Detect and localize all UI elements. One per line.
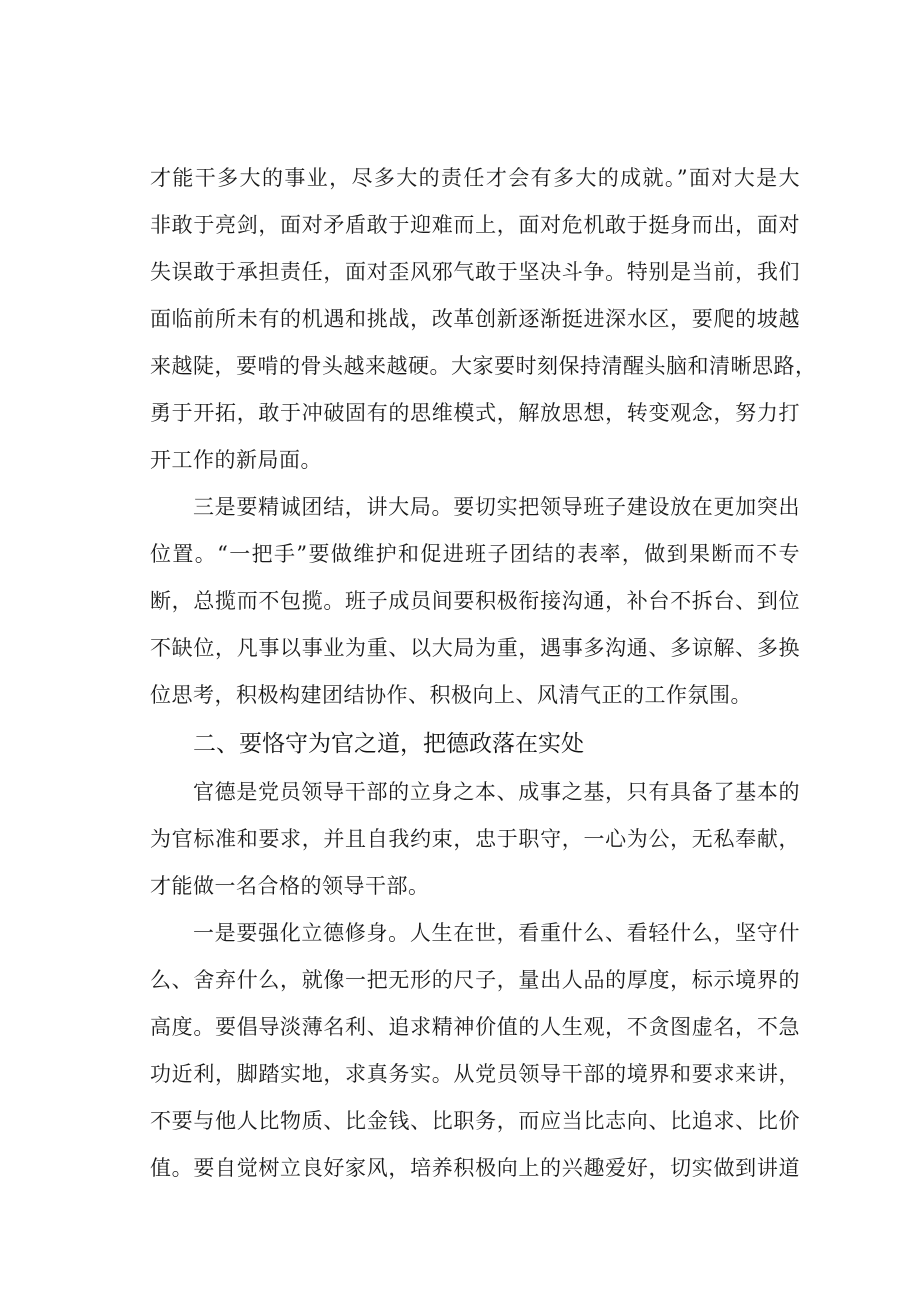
text-line: 断，总揽而不包揽。班子成员间要积极衔接沟通，补台不拆台、到位 (150, 589, 800, 613)
text-line: 失误敢于承担责任，面对歪风邪气敢于坚决斗争。特别是当前，我们 (150, 260, 800, 284)
text-line: 一是要强化立德修身。人生在世，看重什么、看轻什么，坚守什 (193, 921, 800, 945)
text-line: 才能做一名合格的领导干部。 (150, 874, 430, 898)
paragraph-1 (150, 155, 817, 484)
text-line: 来越陡，要啃的骨头越来越硬。大家要时刻保持清醒头脑和清晰思路， (150, 354, 817, 378)
text-line: 开工作的新局面。 (150, 448, 322, 472)
text-line: 勇于开拓，敢于冲破固有的思维模式，解放思想，转变观念，努力打 (150, 401, 800, 425)
text-line: 高度。要倡导淡薄名利、追求精神价值的人生观，不贪图虚名，不急 (150, 1015, 800, 1039)
text-line: 为官标准和要求，并且自我约束，忠于职守，一心为公，无私奉献， (150, 827, 800, 851)
text-line: 三是要精诚团结，讲大局。要切实把领导班子建设放在更加突出 (193, 495, 800, 519)
text-line: 不要与他人比物质、比金钱、比职务，而应当比志向、比追求、比价 (150, 1109, 800, 1133)
text-line: 不缺位，凡事以事业为重、以大局为重，遇事多沟通、多谅解、多换 (150, 636, 800, 660)
text-line: 位思考，积极构建团结协作、积极向上、风清气正的工作氛围。 (150, 683, 752, 707)
paragraph-4 (150, 910, 800, 1192)
text-line: 么、舍弃什么，就像一把无形的尺子，量出人品的厚度，标示境界的 (150, 968, 800, 992)
document-page (150, 155, 817, 1192)
section-heading: 二、要恪守为官之道，把德政落在实处 (193, 731, 584, 757)
text-line: 非敢于亮剑，面对矛盾敢于迎难而上，面对危机敢于挺身而出，面对 (150, 213, 800, 237)
paragraph-3 (150, 769, 800, 910)
text-line: 面临前所未有的机遇和挑战，改革创新逐渐挺进深水区，要爬的坡越 (150, 307, 800, 331)
text-line: 值。要自觉树立良好家风，培养积极向上的兴趣爱好，切实做到讲道 (150, 1156, 800, 1180)
text-line: 才能干多大的事业，尽多大的责任才会有多大的成就。”面对大是大 (150, 166, 800, 190)
text-line: 位置。“一把手”要做维护和促进班子团结的表率，做到果断而不专 (150, 542, 800, 566)
text-line: 功近利，脚踏实地，求真务实。从党员领导干部的境界和要求来讲， (150, 1062, 800, 1086)
paragraph-2 (150, 484, 800, 719)
text-line: 官德是党员领导干部的立身之本、成事之基，只有具备了基本的 (193, 780, 800, 804)
